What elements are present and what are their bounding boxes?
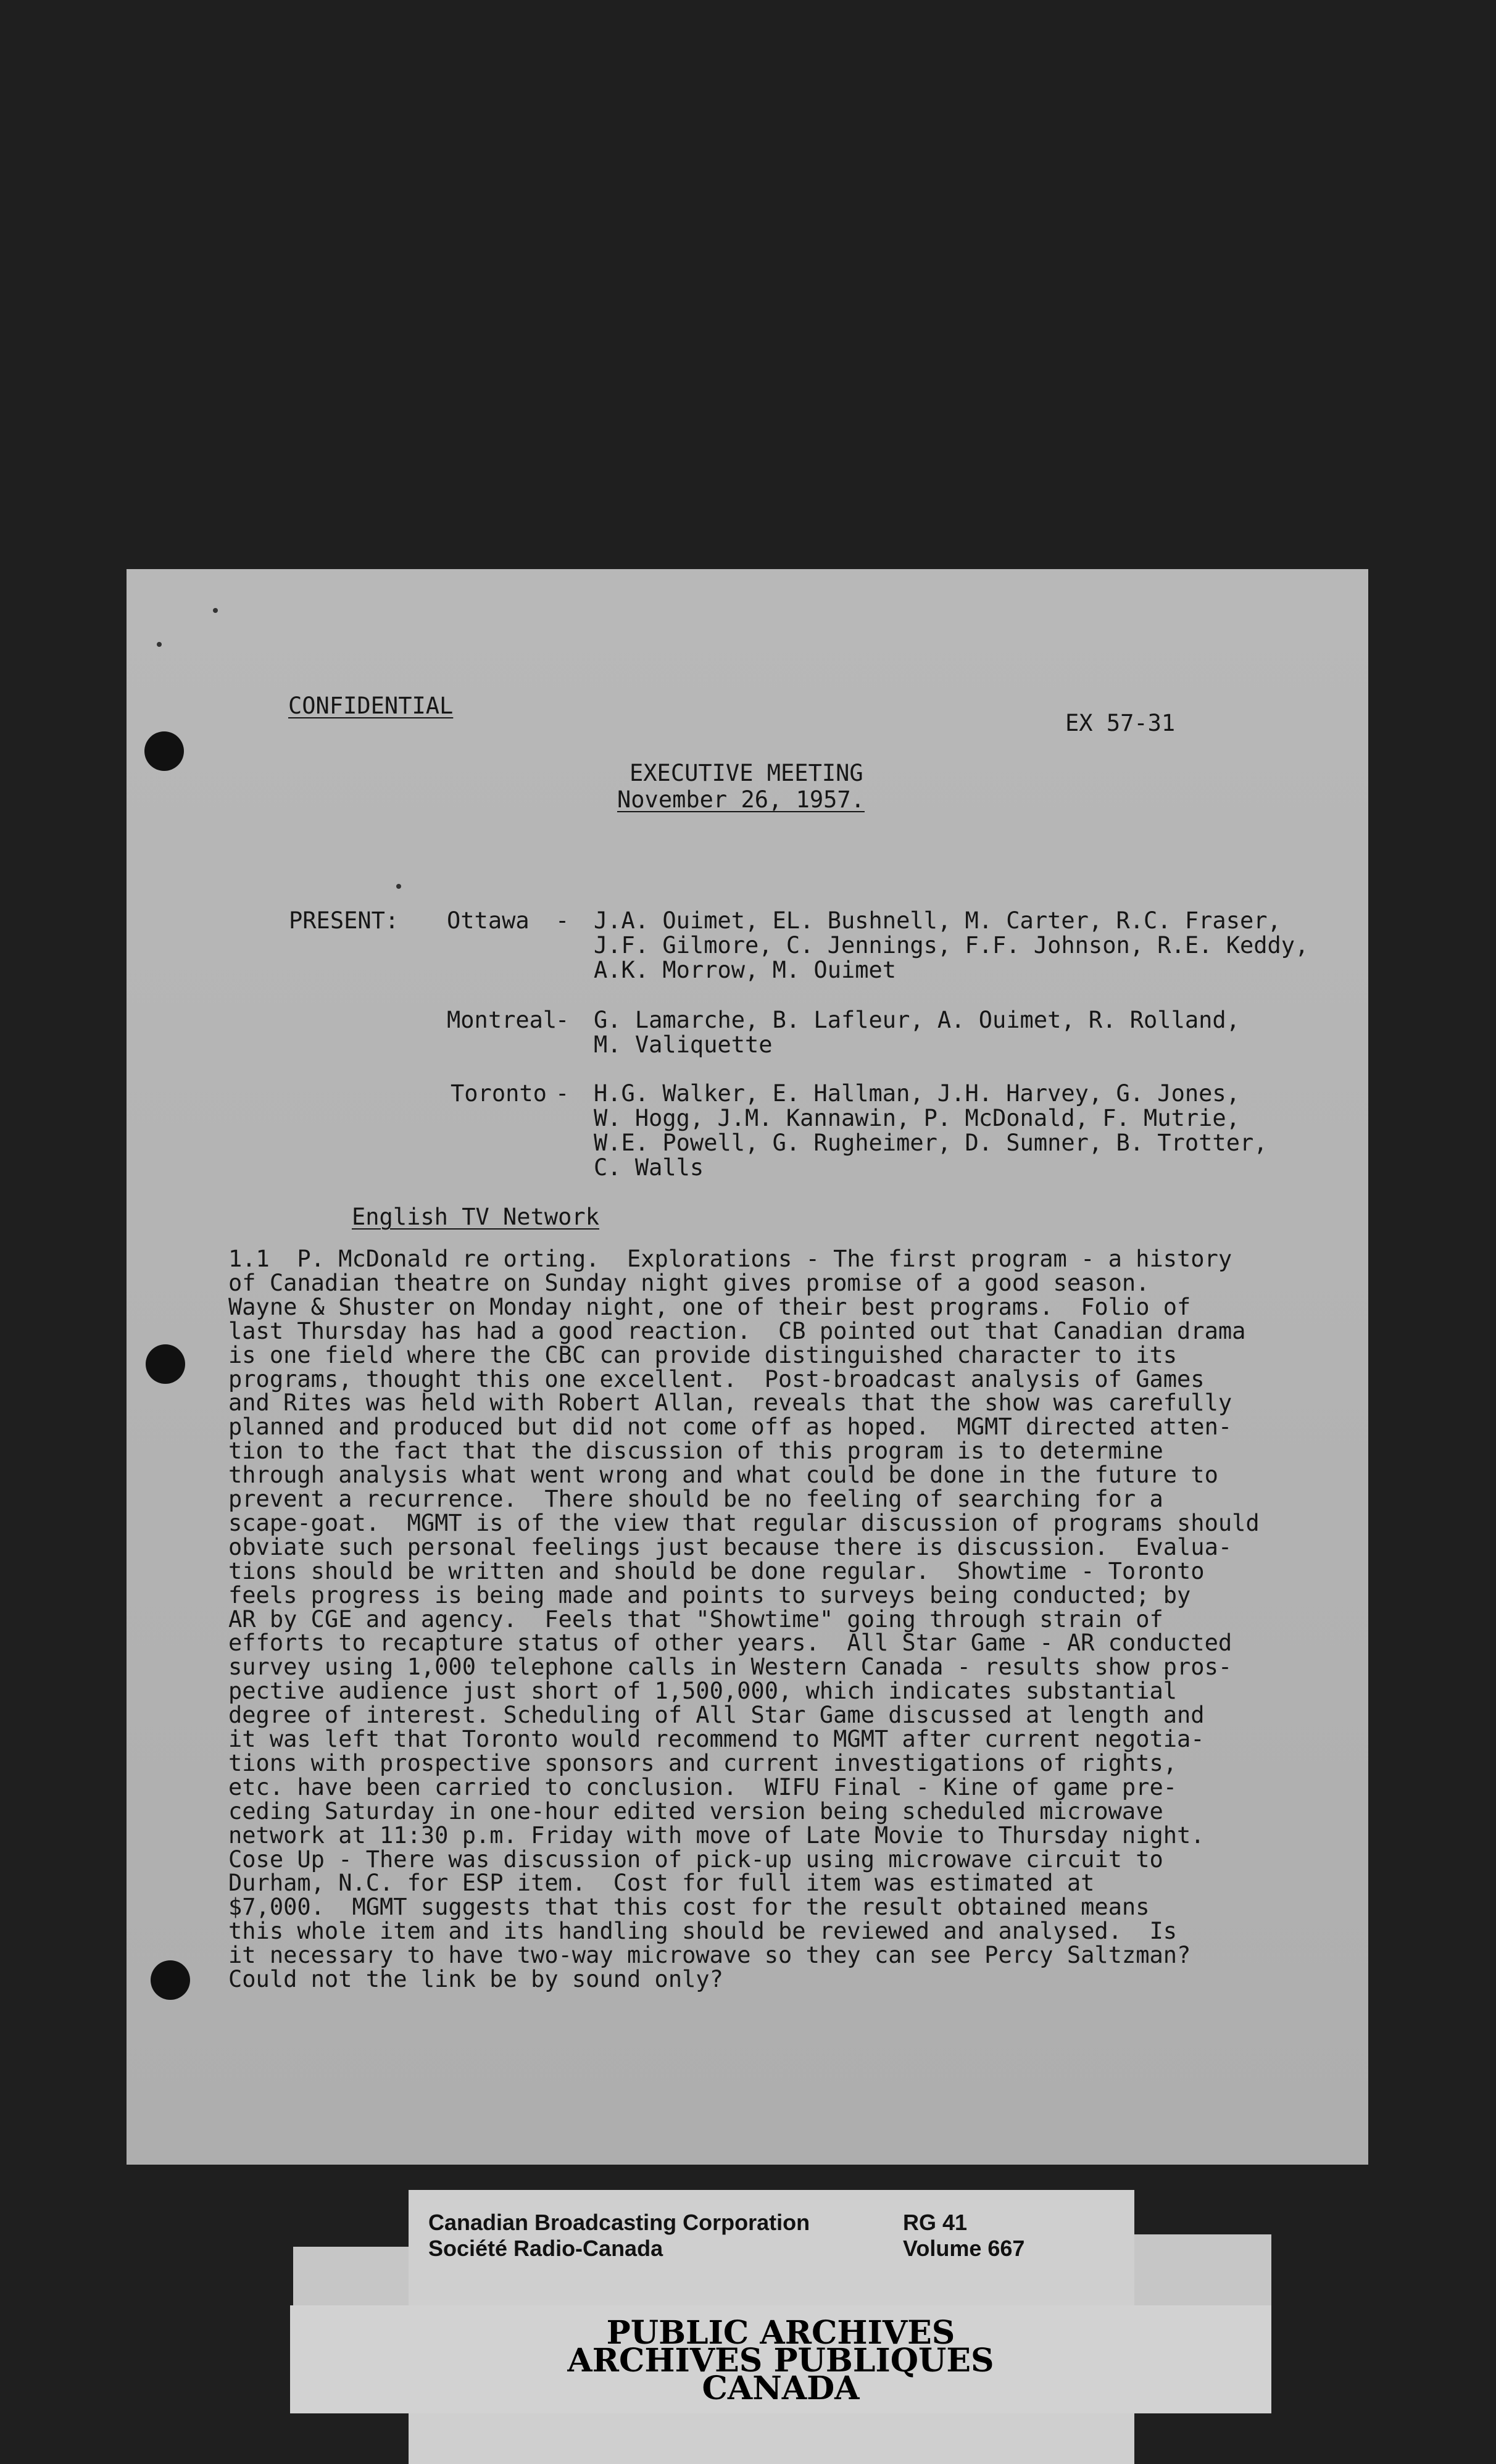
present-names: J.F. Gilmore, C. Jennings, F.F. Johnson, R.E. Keddy, <box>594 932 1309 959</box>
body-line: it necessary to have two-way microwave so they can see Percy Saltzman? <box>228 1942 1191 1969</box>
body-line: scape-goat. MGMT is of the view that regular discussion of programs should <box>228 1509 1260 1536</box>
archive-stamp-line1: PUBLIC ARCHIVES <box>606 2314 955 2352</box>
body-line: it was left that Toronto would recommend to MGMT after current negotia- <box>228 1726 1205 1752</box>
body-line: etc. have been carried to conclusion. WIFU Final - Kine of game pre- <box>228 1773 1178 1800</box>
body-line: Cose Up - There was discussion of pick-up using microwave circuit to <box>228 1846 1163 1873</box>
present-names: M. Valiquette <box>594 1031 773 1058</box>
present-names: H.G. Walker, E. Hallman, J.H. Harvey, G. Jones, <box>594 1080 1240 1107</box>
archive-volume: Volume 667 <box>903 2236 1025 2261</box>
body-line: planned and produced but did not come off as hoped. MGMT directed atten- <box>228 1413 1232 1441</box>
archive-org-en: Canadian Broadcasting Corporation <box>428 2210 810 2235</box>
present-names: W.E. Powell, G. Rugheimer, D. Sumner, B. Trotter, <box>594 1130 1268 1156</box>
body-line: and Rites was held with Robert Allan, reveals that the show was carefully <box>228 1389 1232 1417</box>
body-line: is one field where the CBC can provide distinguished character to its <box>228 1341 1178 1368</box>
meeting-date: November 26, 1957. <box>617 786 865 813</box>
body-line: $7,000. MGMT suggests that this cost for the result obtained means <box>228 1894 1150 1921</box>
present-dash: - <box>555 907 570 934</box>
body-line: ceding Saturday in one-hour edited version being scheduled microwave <box>228 1797 1163 1825</box>
confidential-mark: CONFIDENTIAL <box>288 693 454 719</box>
body-line: last Thursday has had a good reaction. CB pointed out that Canadian drama <box>228 1317 1246 1344</box>
meeting-title: EXECUTIVE MEETING <box>630 760 863 786</box>
present-names: G. Lamarche, B. Lafleur, A. Ouimet, R. Rolland, <box>594 1007 1240 1033</box>
body-line: network at 11:30 p.m. Friday with move of Late Movie to Thursday night. <box>228 1821 1205 1849</box>
punch-hole <box>146 1344 185 1384</box>
present-names: W. Hogg, J.M. Kannawin, P. McDonald, F. Mutrie, <box>594 1105 1240 1131</box>
speck <box>157 642 162 647</box>
speck <box>213 608 218 613</box>
document-number: EX 57-31 <box>1065 710 1176 736</box>
body-line: tions should be written and should be done regular. Showtime - Toronto <box>228 1557 1205 1584</box>
present-city-montreal: Montreal <box>447 1007 557 1033</box>
present-dash: - <box>555 1007 570 1033</box>
body-line: prevent a recurrence. There should be no feeling of searching for a <box>228 1486 1163 1512</box>
body-line: tion to the fact that the discussion of this program is to determine <box>228 1438 1163 1465</box>
punch-hole <box>144 731 184 771</box>
body-line: obviate such personal feelings just because there is discussion. Evalua- <box>228 1533 1232 1560</box>
body-line: of Canadian theatre on Sunday night gives promise of a good season. <box>228 1269 1150 1296</box>
body-line: through analysis what went wrong and what could be done in the future to <box>228 1462 1218 1489</box>
archive-rg: RG 41 <box>903 2210 968 2235</box>
body-line: Could not the link be by sound only? <box>228 1966 723 1992</box>
present-label: PRESENT: <box>289 907 399 934</box>
section-heading: English TV Network <box>352 1204 599 1230</box>
present-names: A.K. Morrow, M. Ouimet <box>594 957 897 983</box>
speck <box>396 884 401 889</box>
present-names: C. Walls <box>594 1154 704 1181</box>
body-line: 1.1 P. McDonald re orting. Explorations - The first program - a history <box>228 1246 1232 1272</box>
body-line: efforts to recapture status of other years. All Star Game - AR conducted <box>228 1629 1232 1657</box>
body-line: programs, thought this one excellent. Post-broadcast analysis of Games <box>228 1365 1205 1392</box>
body-line: pective audience just short of 1,500,000, which indicates substantial <box>228 1678 1178 1705</box>
body-line: degree of interest. Scheduling of All Star Game discussed at length and <box>228 1702 1205 1729</box>
present-names: J.A. Ouimet, EL. Bushnell, M. Carter, R.C. Fraser, <box>594 907 1281 934</box>
present-city-toronto: Toronto <box>451 1080 547 1107</box>
body-line: this whole item and its handling should be reviewed and analysed. Is <box>228 1918 1178 1945</box>
body-line: tions with prospective sponsors and current investigations of rights, <box>228 1749 1178 1776</box>
body-line: AR by CGE and agency. Feels that "Showtime" going through strain of <box>228 1605 1163 1633</box>
archive-org-fr: Société Radio-Canada <box>428 2236 663 2261</box>
body-line: feels progress is being made and points to surveys being conducted; by <box>228 1581 1191 1609</box>
present-dash: - <box>555 1080 570 1107</box>
body-line: Wayne & Shuster on Monday night, one of their best programs. Folio of <box>228 1293 1191 1320</box>
body-line: Durham, N.C. for ESP item. Cost for full item was estimated at <box>228 1870 1095 1897</box>
body-line: survey using 1,000 telephone calls in Western Canada - results show pros- <box>228 1654 1232 1681</box>
present-city-ottawa: Ottawa <box>447 907 530 934</box>
punch-hole <box>151 1960 190 2000</box>
archive-stamp-line3: CANADA <box>702 2370 860 2407</box>
archive-stamp-line2: ARCHIVES PUBLIQUES <box>567 2342 994 2379</box>
